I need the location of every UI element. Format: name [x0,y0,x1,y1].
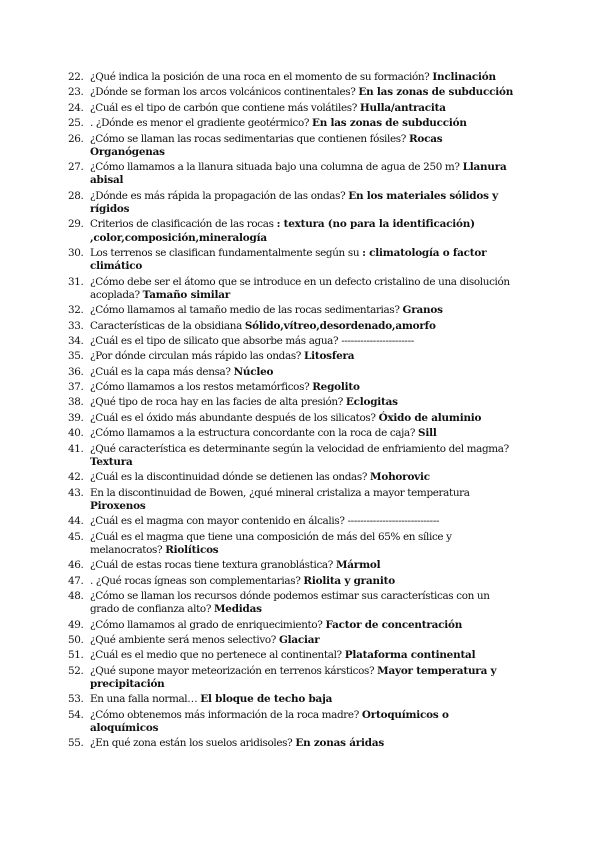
question-answer: Regolito [312,381,360,394]
question-text: ¿Cómo llamamos a los restos metamórficos? [90,381,313,394]
question-number: 49. [68,618,84,631]
question-38 [68,396,520,409]
question-answer: Mohorovic [370,471,430,484]
question-22 [68,71,520,84]
question-answer: : climatología o factor climático [90,246,487,273]
question-31 [68,275,520,302]
question-number: 52. [68,664,84,677]
question-answer: Ortoquímicos o aloquímicos [90,708,449,734]
question-32 [68,304,520,317]
question-answer: Inclinación [432,71,496,83]
question-number: 51. [68,649,84,662]
question-27 [68,161,520,187]
question-answer: Mármol [335,559,381,572]
question-number: 31. [68,275,84,288]
question-23 [68,86,520,99]
question-answer: Óxido de aluminio [378,411,482,424]
question-text: ¿Cuál es la capa más densa? [90,365,234,378]
question-number: 45. [68,530,84,543]
question-answer: Litosfera [304,350,355,363]
question-answer: Sólido,vítreo,desordenado,amorfo [244,319,436,332]
question-answer: El bloque de techo baja [200,693,333,706]
question-text: ¿Cuál es el medio que no pertenece al continental? [90,649,345,662]
question-36 [68,365,520,379]
question-text: ¿Cómo se llaman los recursos dónde podemos estimar sus características con un grado de confianza alto? [90,589,490,616]
question-number: 27. [68,161,84,174]
question-30 [68,246,520,273]
question-45 [68,530,520,557]
question-text: Los terrenos se clasifican fundamentalmente según su [90,246,363,259]
question-46 [68,559,520,572]
question-text: Criterios de clasificación de las rocas [90,218,277,231]
question-answer: : textura (no para la identificación) ,color,composición,mineralogía [90,218,475,244]
question-37 [68,381,520,394]
question-text: ¿Cómo obtenemos más información de la roca madre? [90,708,362,721]
question-text: . ¿Dónde es menor el gradiente geotérmico? [90,117,313,130]
question-text: ¿Cuál es el tipo de carbón que contiene más volátiles? [90,101,360,114]
question-26 [68,132,520,159]
question-text: ¿Por dónde circulan más rápido las ondas? [90,350,304,363]
question-list [68,71,520,753]
question-text: Características de la obsidiana [90,319,245,332]
question-answer: Granos [402,304,443,317]
question-40 [68,427,520,440]
question-number: 33. [68,319,84,332]
question-text: En la discontinuidad de Bowen, ¿qué mineral cristaliza a mayor temperatura [90,486,470,499]
question-text: ¿Qué característica es determinante según la velocidad de enfriamiento del magma? [90,442,509,455]
question-answer: Tamaño similar [142,288,231,301]
question-number: 32. [68,304,84,317]
question-41 [68,442,520,469]
question-text: ¿Cómo llamamos a la estructura concordante con la roca de caja? [90,427,419,440]
question-answer: Núcleo [233,365,274,378]
question-answer: Textura [90,455,133,468]
question-answer: En los materiales sólidos y rígidos [90,189,498,215]
question-answer: Piroxenos [90,499,146,512]
question-48 [68,589,520,616]
question-number: 35. [68,350,84,363]
question-text: ¿Cuál es el magma que tiene una composición de más del 65% en sílice y melanocratos? [90,530,452,556]
question-53 [68,693,520,706]
question-answer: Eclogitas [345,396,398,409]
question-text: ¿Cómo llamamos al tamaño medio de las rocas sedimentarias? [90,304,403,317]
question-24 [68,101,520,115]
question-number: 47. [68,574,84,587]
question-number: 46. [68,559,84,572]
question-35 [68,350,520,363]
question-answer: Hulla/antracita [359,101,446,114]
question-number: 36. [68,365,84,378]
question-52 [68,664,520,691]
question-number: 40. [68,427,84,440]
question-51 [68,649,520,662]
question-number: 41. [68,442,84,455]
question-number: 43. [68,486,84,499]
question-number: 22. [68,71,84,83]
question-43 [68,486,520,513]
question-text: . ¿Qué rocas ígneas son complementarias? [90,574,304,587]
question-44 [68,515,520,528]
question-47 [68,574,520,588]
question-text: ¿Cuál de estas rocas tiene textura granoblástica? [90,559,336,572]
question-number: 39. [68,411,84,424]
question-50 [68,633,520,647]
question-answer: Plataforma continental [344,649,476,662]
question-number: 50. [68,633,84,646]
question-34 [68,334,520,348]
question-number: 25. [68,117,84,130]
question-number: 29. [68,218,84,231]
question-number: 37. [68,381,84,394]
question-number: 34. [68,334,84,347]
question-answer: Sill [418,427,437,440]
question-text: ¿Qué supone mayor meteorización en terrenos kársticos? [90,664,378,677]
question-number: 23. [68,86,84,99]
question-text: ¿Qué indica la posición de una roca en el momento de su formación? [90,71,433,83]
question-text: ¿Cómo se llaman las rocas sedimentarias que contienen fósiles? [90,132,409,145]
question-number: 42. [68,471,84,484]
question-number: 54. [68,708,84,721]
question-54 [68,708,520,735]
question-text: ¿Cómo debe ser el átomo que se introduce en un defecto cristalino de una disolución acoplada? [90,275,510,301]
question-answer: Mayor temperatura y precipitación [90,664,497,690]
question-answer: Rocas Organógenas [90,132,443,158]
question-number: 44. [68,515,84,528]
question-answer: Llanura abisal [90,161,507,187]
question-number: 28. [68,189,84,202]
question-number: 53. [68,693,84,706]
question-answer: Riolita y granito [303,574,395,587]
question-number: 30. [68,246,84,259]
question-answer: Riolíticos [165,543,219,556]
question-answer: Factor de concentración [325,618,463,631]
question-49 [68,618,520,632]
question-number: 48. [68,589,84,602]
question-number: 38. [68,396,84,409]
question-answer: Medidas [214,603,262,616]
question-25 [68,117,520,130]
question-39 [68,411,520,425]
question-text: ¿Cuál es la discontinuidad dónde se detienen las ondas? [90,471,371,484]
question-text: En una falla normal… [90,693,201,706]
question-answer: En zonas áridas [295,737,385,750]
question-text: ¿En qué zona están los suelos aridisoles? [90,737,296,750]
question-text: ¿Cómo llamamos a la llanura situada bajo una columna de agua de 250 m? [90,161,463,174]
question-text: ¿Dónde es más rápida la propagación de las ondas? [90,189,349,202]
question-number: 24. [68,101,84,114]
question-answer: Glaciar [278,633,320,646]
question-29 [68,218,520,244]
question-number: 55. [68,737,84,750]
question-text: ¿Cómo llamamos al grado de enriquecimiento? [90,618,326,631]
question-42 [68,471,520,484]
question-text: ¿Cuál es el tipo de silicato que absorbe más agua? ----------------------- [90,334,414,347]
question-number: 26. [68,132,84,145]
question-33 [68,319,520,333]
question-28 [68,189,520,216]
question-text: ¿Dónde se forman los arcos volcánicos continentales? [90,86,359,99]
question-answer: En las zonas de subducción [358,86,514,99]
question-text: ¿Cuál es el magma con mayor contenido en álcalis? ----------------------------- [90,515,440,528]
question-text: ¿Qué tipo de roca hay en las facies de alta presión? [90,396,346,409]
question-answer: En las zonas de subducción [312,117,467,130]
question-text: ¿Cuál es el óxido más abundante después de los silicatos? [90,411,379,424]
question-55 [68,737,520,750]
question-text: ¿Qué ambiente será menos selectivo? [90,633,279,646]
